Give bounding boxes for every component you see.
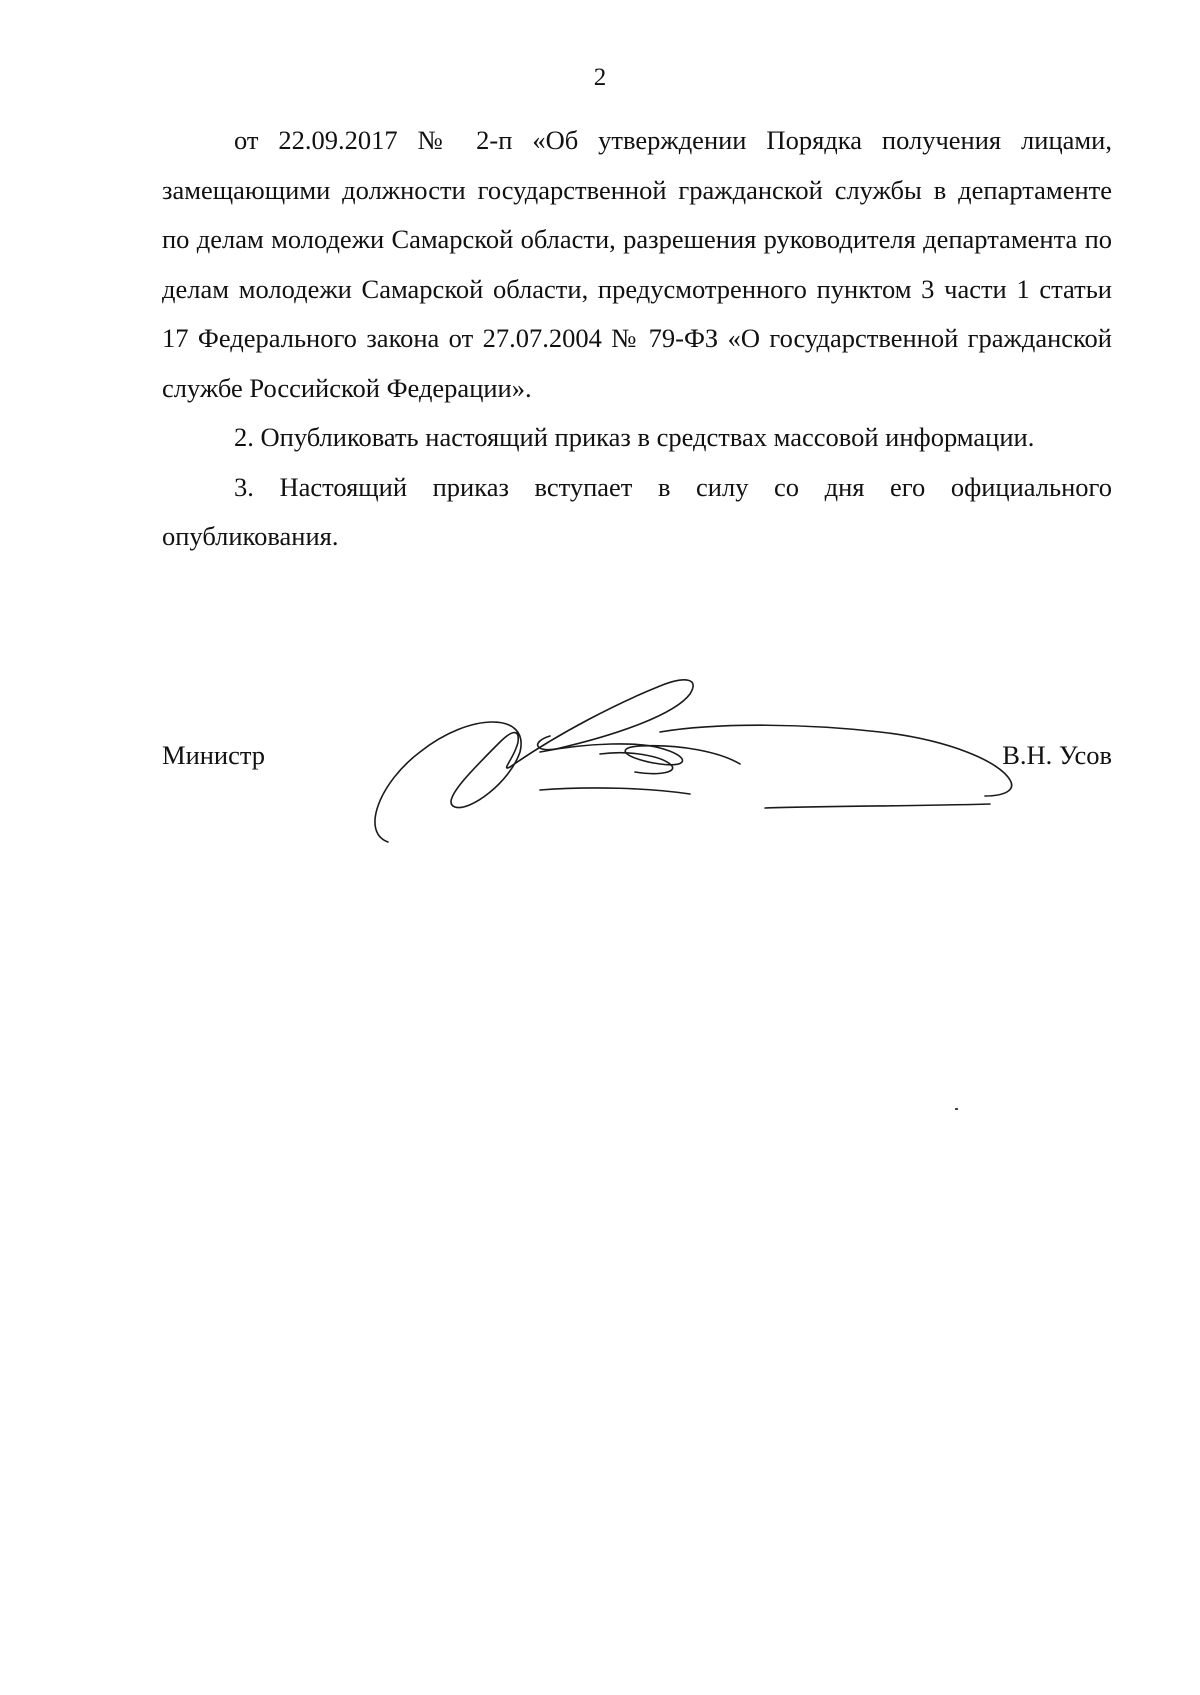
- paragraph-2: 2. Опубликовать настоящий приказ в средствах массовой информации.: [234, 422, 1035, 452]
- page-number: 2: [593, 64, 607, 91]
- paragraph-3: 3. Настоящий приказ вступает в силу со дня его официального опубликования.: [162, 471, 1112, 551]
- signatory-position: Министр: [162, 740, 266, 770]
- speck-mark: [955, 1108, 958, 1110]
- handwritten-signature: [360, 672, 1040, 848]
- document-body: [162, 116, 1112, 562]
- paragraph-1: от 22.09.2017 № 2-п «Об утверждении Порядка получения лицами, замещающими должности государственной гражданской службы в департаменте по делам молодежи Самарской области, разрешения руководителя департамента по делам молодежи Самарской области, предусмотренного пунктом 3 части 1 статьи 17 Федерального закона от 27.07.2004 № 79-ФЗ «О государственной гражданской службе Российской Федерации».: [162, 125, 1112, 403]
- signatory-name: В.Н. Усов: [1002, 740, 1112, 770]
